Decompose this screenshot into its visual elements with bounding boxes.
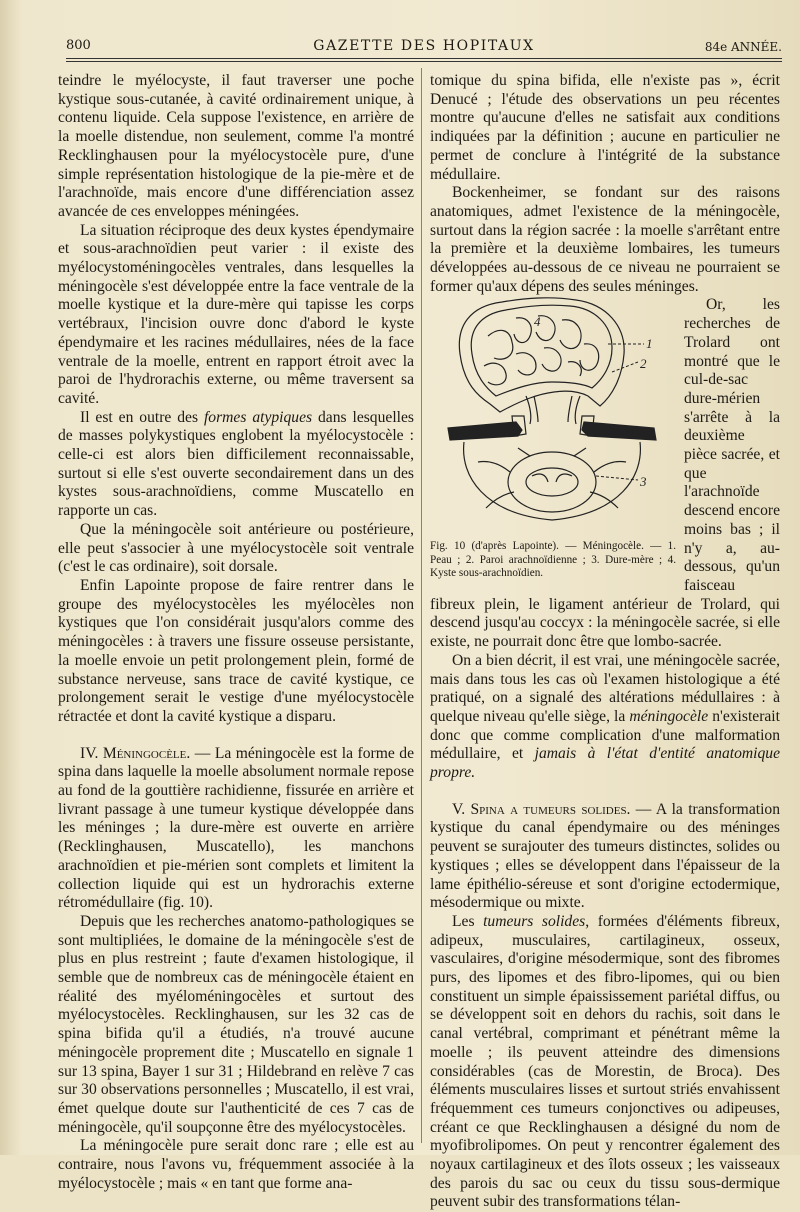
paragraph: Les tumeurs solides, formées d'éléments fibreux, adipeux, musculaires, cartilagineux, osseux, vasculaires, d'origine mésodermique, sont des fibromes purs, des lipomes et des fibro-lipomes, qui ou bien constituent un simple épaississement pariétal diffus, ou se développent soit en dehors du rachis, soit dans le canal vertébral, comprimant et pénétrant même la moelle ; ils peuvent atteindre des dimensions considérables (cas de Morestin, de Broca). Des éléments musculaires lisses et surtout striés envahissent fréquemment ces tumeurs conjonctives ou adipeuses, créant ce que Recklinghausen a désigné du nom de myofibrolipomes. On peut y rencontrer également des noyaux cartilagineux et des îlots osseux ; les vaisseaux des parois du sac ou ceux du tissu sous-dermique peuvent subir des transformations télan- — [430, 912, 781, 1211]
page-number: 800 — [66, 38, 91, 53]
section-heading: V. Spina a tumeurs solides. — [452, 800, 631, 818]
section-iv: IV. Méningocèle. — La méningocèle est la forme de spina dans laquelle la moelle absolument normale repose au fond de la gouttière rachidienne, fissurée en arrière et livrant passage à une tumeur kystique développée dans les méninges ; la dure-mère est ouverte en arrière (Recklinghausen, Muscatello), les manchons arachnoïdien et pie-mérien sont complets et limitent la collection liquide qui est un hydrorachis externe rétromédullaire (fig. 10). — [58, 744, 414, 912]
paragraph: tomique du spina bifida, elle n'existe pas », écrit Denucé ; l'étude des observations un peu récentes montre qu'aucune d'elles ne satisfait aux conditions indiquées par la définition ; aucune en particulier ne permet de conclure à l'intégrité de la substance médullaire. — [430, 72, 780, 183]
paragraph: Que la méningocèle soit antérieure ou postérieure, elle peut s'associer à une myélocystocèle soit ventrale (c'est le cas ordinaire), soit dorsale. — [58, 520, 414, 576]
skin-outline — [459, 298, 624, 412]
figure-label-1: 1 — [646, 336, 653, 352]
figure-caption: Fig. 10 (d'après Lapointe). — Méningocèle. — 1. Peau ; 2. Paroi arachnoïdienne ; 3. Dure-mère ; 4. Kyste sous-arachnoïdien. — [430, 540, 676, 580]
emphasis: formes atypiques — [203, 408, 313, 426]
paragraph: Or, les recherches de Trolard ont montré que le cul-de-sac dure-mérien s'arrête à la deuxième pièce sacrée, et que l'arachnoïde descend encore moins bas ; il n'y a, au-dessous, qu'un faisceau fibreux plein, le ligament antérieur de Trolard, qui descend jusqu'au coccyx : la méningocèle sacrée, si elle existe, ne pourrait donc être que lombo-sacrée. — [430, 296, 780, 651]
section-v: V. Spina a tumeurs solides. — A la transformation kystique du canal épendymaire ou des méninges peuvent se surajouter des tumeurs distinctes, solides ou kystiques ; elles se développent dans l'épaisseur de la lame épithélio-séreuse et sont d'origine ectodermique, mésodermique ou mixte. — [430, 800, 780, 912]
paragraph: La situation réciproque des deux kystes épendymaire et sous-arachnoïdien peut varier : il existe des myélocystoméningocèles ventrales, dans lesquelles la méningocèle s'est développée entre la face ventrale de la moelle kystique et la dure-mère qui tapisse les corps vertébraux, l'incision ouvre donc d'abord le kyste épendymaire et les racines médullaires, nées de la face ventrale de la moelle, entrent en rapport étroit avec la paroi de l'hydrorachis externe, ou même traversent sa cavité. — [58, 221, 414, 407]
paragraph: Enfin Lapointe propose de faire rentrer dans le groupe des myélocystocèles les myélocèles non kystiques que l'on considérait jusqu'alors comme des méningocèles : à travers une fissure osseuse persistante, la moelle envoie un petit prolongement plein, formé de substance nerveuse, sans trace de cavité kystique, ce prolongement serait le vestige d'une myélocystocèle rétractée et dont la cavité kystique a disparu. — [58, 576, 414, 725]
meningocele-diagram — [430, 296, 676, 534]
journal-title: GAZETTE DES HOPITAUX — [313, 38, 535, 54]
figure-label-4: 4 — [534, 314, 541, 330]
spinal-cord — [508, 452, 596, 512]
paragraph: Depuis que les recherches anatomo-pathologiques se sont multipliées, le domaine de la méningocèle s'est de plus en plus restreint ; faute d'examen histologique, il semble que de nombreux cas de méningocèle étaient en réalité des myéloméningocèles et surtout des myélocystocèles. Recklinghausen, sur les 32 cas de spina bifida qu'il a étudiés, n'a trouvé aucune méningocèle proprement dite ; Muscatello en signale 1 sur 13 spina, Bayer 1 sur 31 ; Hildebrand en relève 7 cas sur 30 observations personnelles ; Muscatello, il est vrai, émet quelque doute sur l'authenticité de ces 7 cas de méningocèle, qu'il soupçonne être des myélocystocèles. — [58, 912, 414, 1136]
arachnoid-wall — [471, 306, 612, 397]
figure-10 — [430, 296, 676, 580]
running-head — [66, 38, 782, 58]
paragraph: Bockenheimer, se fondant sur des raisons anatomiques, admet l'existence de la méningocèle, surtout dans la région sacrée : la moelle s'arrêtant entre la première et la deuxième lombaires, les tumeurs développées au-dessous de ce niveau ne pourraient se former qu'aux dépens des seules méninges. — [430, 184, 780, 295]
emphasis: jamais à l'état d'entité anatomique propre. — [430, 745, 780, 782]
emphasis: méningocèle — [629, 707, 709, 725]
header-rule — [66, 58, 782, 59]
right-column — [430, 72, 780, 1212]
volume-year: 84e ANNÉE. — [704, 40, 782, 54]
figure-label-3: 3 — [640, 474, 647, 490]
section-heading: IV. Méningocèle. — [80, 744, 191, 762]
paragraph: On a bien décrit, il est vrai, une méningocèle sacrée, mais dans tous les cas où l'examen histologique a été pratiqué, on a signalé des altérations médullaires : à quelque niveau qu'elle siège, la méningocèle n'existerait donc que comme complication d'une malformation médullaire, et jamais à l'état d'entité anatomique propre. — [430, 651, 780, 782]
sac-neck — [526, 396, 531, 424]
column-divider — [421, 68, 422, 1143]
left-column — [58, 72, 414, 1193]
figure-label-2: 2 — [640, 356, 647, 372]
paragraph: teindre le myélocyste, il faut traverser une poche kystique sous-cutanée, à cavité ordinairement unique, à contenu liquide. Cela suppose l'existence, en arrière de la moelle distendue, non seulement, comme l'a montré Recklinghausen pour la myélocystocèle pure, d'une simple représentation histologique de la pie-mère et de l'arachnoïde, mais encore d'une différenciation assez avancée de ces enveloppes méningées. — [58, 72, 414, 220]
paragraph: La méningocèle pure serait donc rare ; elle est au contraire, nous l'avons vu, fréquemment associée à la myélocystocèle ; mais « en tant que forme ana- — [58, 1137, 414, 1192]
dura-mater — [464, 442, 641, 520]
emphasis: tumeurs solides — [483, 912, 586, 930]
header-rule-double — [66, 61, 782, 62]
paragraph: Il est en outre des formes atypiques dans lesquelles de masses polykystiques englobent la myélocystocèle : celle-ci est alors bien difficilement reconnaissable, surtout si elle s'est ouverte secondairement dans un des kystes sous-arachnoïdiens, comme Muscatello en rapporte un cas. — [58, 408, 414, 520]
